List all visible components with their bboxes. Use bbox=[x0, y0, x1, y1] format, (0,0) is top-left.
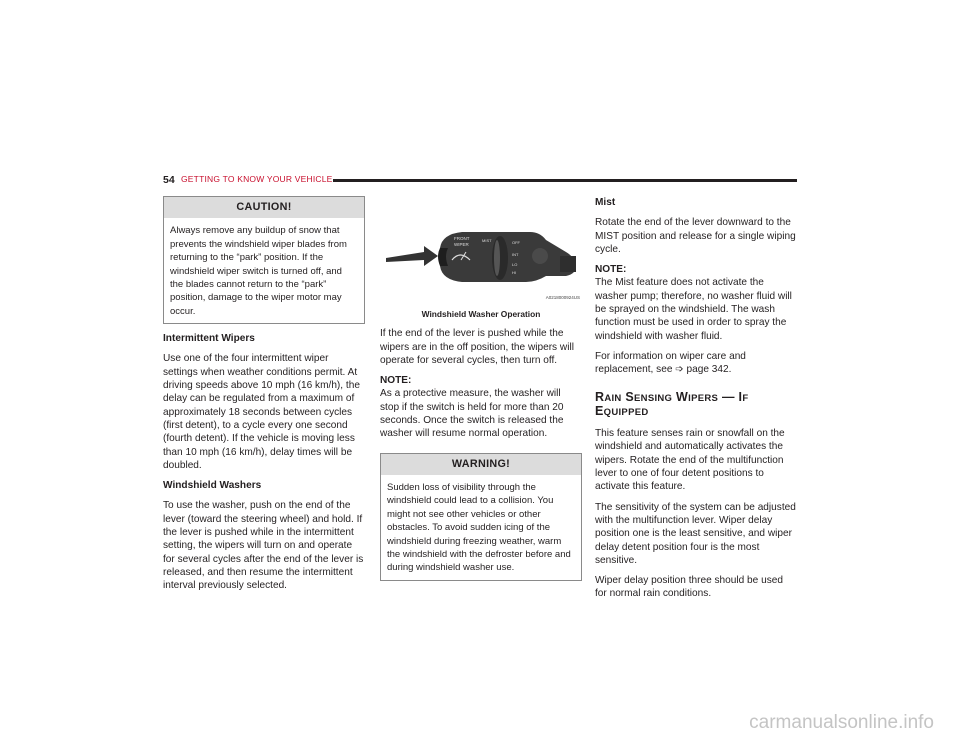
off-position-text: If the end of the lever is pushed while the wipers are in the off position, the wipers will operate for several cycles, then turn off. bbox=[380, 328, 574, 366]
lever-stalk bbox=[560, 256, 576, 272]
dial-knob bbox=[532, 248, 548, 264]
caution-text: Always remove any buildup of snow that prevents the windshield wiper blades from returning to the “park” position. If the windshield wiper switch is turned off, and the blades cannot return to the “park” position, damage to the wiper motor may occur. bbox=[170, 225, 347, 317]
caution-box bbox=[163, 196, 365, 324]
note-label: NOTE: bbox=[380, 375, 412, 387]
section-title: GETTING TO KNOW YOUR VEHICLE bbox=[181, 174, 333, 184]
figure-caption: Windshield Washer Operation bbox=[421, 309, 541, 319]
care-text: For information on wiper care and replacement, see bbox=[595, 350, 746, 376]
header-rule bbox=[333, 179, 797, 182]
warning-box bbox=[380, 453, 582, 581]
page-reference-arrow-icon: ➩ bbox=[675, 364, 684, 376]
lever-label-off: OFF bbox=[512, 240, 520, 245]
intermittent-text: Use one of the four intermittent wiper settings when weather conditions permit. At driving speeds above 10 mph (16 km/h), the delay can be regulated from a maximum of approximately 18 seconds between cycles (first detent), to a cycle every one second (fourth detent). If the vehicle is moving less than 10 mph (16 km/h), delay times will be doubled. bbox=[163, 353, 360, 471]
rain-text-3: Wiper delay position three should be used for normal rain conditions. bbox=[595, 575, 783, 600]
care-reference bbox=[595, 350, 797, 377]
lever-label-wiper: WIPER bbox=[454, 242, 469, 247]
mist-text: Rotate the end of the lever downward to the MIST position and release for a single wiping cycle. bbox=[595, 217, 796, 255]
push-arrow-icon bbox=[386, 246, 438, 266]
washers-text: To use the washer, push on the end of the lever (toward the steering wheel) and hold. If the lever is pushed while in the intermittent setting, the wipers will turn on and operate for several cycles after the end of the lever is released, and then resume the intermittent interval previously selected. bbox=[163, 500, 364, 592]
column-1 bbox=[163, 196, 365, 599]
page-number: 54 bbox=[163, 174, 175, 186]
intermittent-heading: Intermittent Wipers bbox=[163, 333, 255, 345]
watermark: carmanualsonline.info bbox=[749, 712, 934, 733]
lever-label-mist: MIST bbox=[482, 238, 492, 243]
note-label: NOTE: bbox=[595, 264, 627, 276]
column-2 bbox=[380, 196, 582, 589]
rain-text-1: This feature senses rain or snowfall on the windshield and automatically activates the wipers. Rotate the end of the multifunction lever to one of four detent positions to activate this feature. bbox=[595, 428, 785, 493]
windshield-washer-figure bbox=[380, 196, 582, 306]
lever-illustration bbox=[380, 196, 582, 306]
rain-sensing-heading: RAIN SENSING WIPERS — IF EQUIPPED bbox=[595, 389, 749, 418]
column-3 bbox=[595, 196, 797, 608]
lever-ring-highlight bbox=[494, 240, 500, 276]
washers-heading: Windshield Washers bbox=[163, 480, 262, 492]
page-reference-link[interactable]: page 342. bbox=[686, 364, 732, 376]
caution-title: CAUTION! bbox=[164, 197, 364, 218]
lever-label-lo: LO bbox=[512, 262, 518, 267]
mist-heading: Mist bbox=[595, 197, 616, 208]
lever-label-hi: HI bbox=[512, 270, 516, 275]
warning-text: Sudden loss of visibility through the windshield could lead to a collision. You might not see other vehicles or other obstacles. To avoid sudden icing of the windshield during freezing weather, warm the windshield with the defroster before and during windshield washer use. bbox=[387, 481, 571, 574]
page-header bbox=[163, 174, 797, 188]
figure-code: A0218000924US bbox=[545, 294, 580, 300]
note-text: As a protective measure, the washer will stop if the switch is held for more than 20 seconds. Once the switch is released the washer will resume normal operation. bbox=[380, 388, 564, 440]
lever-label-front: FRONT bbox=[454, 236, 470, 241]
rain-text-2: The sensitivity of the system can be adjusted with the multifunction lever. Wiper delay position one is the least sensitive, and wiper delay detent position four is the most sensitive. bbox=[595, 501, 796, 566]
lever-label-int: INT bbox=[512, 252, 519, 257]
warning-title: WARNING! bbox=[381, 454, 581, 475]
note-text: The Mist feature does not activate the washer pump; therefore, no washer fluid will be sprayed on the windshield. The wash function must be used in order to spray the windshield with washer fluid. bbox=[595, 277, 792, 342]
